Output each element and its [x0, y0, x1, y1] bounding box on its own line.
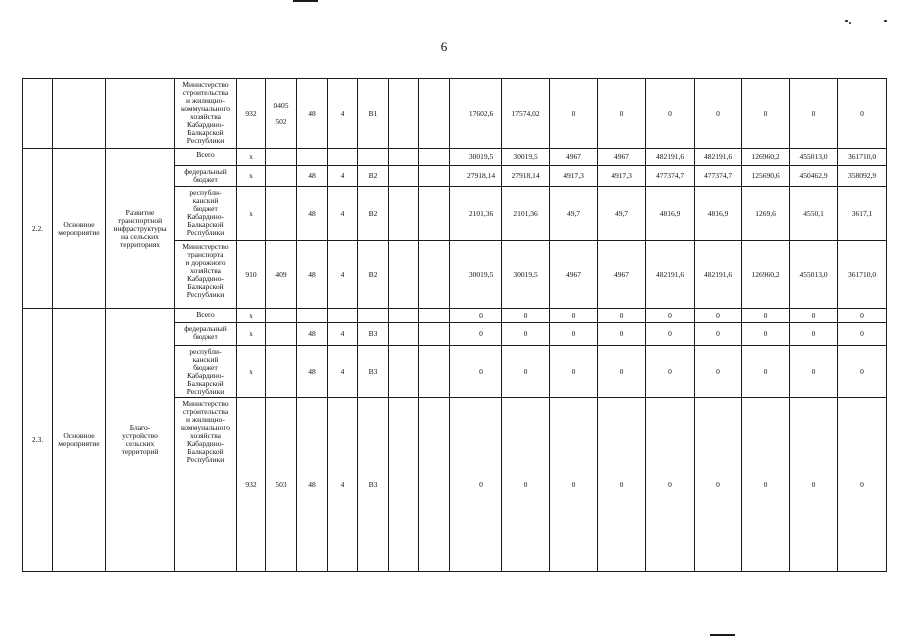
value-cell: 4967	[550, 241, 598, 309]
code-cell: 4	[328, 79, 358, 149]
value-cell: 482191,6	[695, 241, 742, 309]
code-cell	[389, 149, 419, 166]
budget-table	[22, 78, 887, 572]
value-cell: 0	[450, 323, 502, 346]
code-cell	[266, 149, 297, 166]
value-cell: 0	[646, 346, 695, 398]
code-cell: х	[237, 149, 266, 166]
code-cell: х	[237, 346, 266, 398]
code-cell: 503	[266, 398, 297, 572]
value-cell: 0	[450, 346, 502, 398]
measure-name: Развитие транспортной инфраструктуры на сельских территориях	[106, 149, 175, 309]
code-cell	[266, 346, 297, 398]
value-cell: 482191,6	[695, 149, 742, 166]
measure-type: Основное мероприятие	[53, 309, 106, 572]
value-cell: 30019,5	[502, 241, 550, 309]
value-cell: 126960,2	[742, 149, 790, 166]
value-cell: 4816,9	[646, 187, 695, 241]
value-cell: 0	[450, 398, 502, 572]
funding-source-label: Всего	[175, 309, 237, 323]
measure-number: 2.2.	[23, 149, 53, 309]
value-cell: 0	[598, 346, 646, 398]
measure-number: 2.3.	[23, 309, 53, 572]
value-cell: 3617,1	[838, 187, 887, 241]
value-cell: 482191,6	[646, 241, 695, 309]
value-cell: 30019,5	[450, 149, 502, 166]
code-cell: 48	[297, 241, 328, 309]
code-cell	[419, 346, 450, 398]
value-cell: 0	[598, 323, 646, 346]
measure-name: Благо- устройство сельских территорий	[106, 309, 175, 572]
value-cell: 4816,9	[695, 187, 742, 241]
code-cell: 932	[237, 398, 266, 572]
value-cell: 1269,6	[742, 187, 790, 241]
code-cell	[419, 398, 450, 572]
code-cell: х	[237, 166, 266, 187]
value-cell: 4550,1	[790, 187, 838, 241]
code-cell: 4	[328, 166, 358, 187]
value-cell: 49,7	[550, 187, 598, 241]
funding-source-label: республи- канский бюджет Кабардино- Балкарской Республики	[175, 187, 237, 241]
value-cell: 0	[550, 323, 598, 346]
value-cell: 0	[742, 309, 790, 323]
code-cell: 48	[297, 323, 328, 346]
value-cell: 30019,5	[450, 241, 502, 309]
value-cell: 0	[646, 309, 695, 323]
value-cell: 4917,3	[550, 166, 598, 187]
value-cell: 0	[838, 79, 887, 149]
value-cell: 49,7	[598, 187, 646, 241]
code-cell	[389, 187, 419, 241]
code-cell	[389, 166, 419, 187]
code-cell: 4	[328, 398, 358, 572]
value-cell: 30019,5	[502, 149, 550, 166]
value-cell: 477374,7	[646, 166, 695, 187]
value-cell: 0	[695, 346, 742, 398]
value-cell: 0	[598, 398, 646, 572]
funding-source-label: федеральный бюджет	[175, 166, 237, 187]
value-cell: 0	[695, 398, 742, 572]
value-cell: 0	[502, 309, 550, 323]
value-cell: 0	[550, 346, 598, 398]
value-cell: 0	[646, 79, 695, 149]
code-cell	[419, 309, 450, 323]
code-cell: х	[237, 309, 266, 323]
code-cell: В3	[358, 323, 389, 346]
value-cell: 17602,6	[450, 79, 502, 149]
value-cell: 0	[646, 398, 695, 572]
measure-name	[106, 79, 175, 149]
value-cell: 455013,0	[790, 149, 838, 166]
value-cell: 4917,3	[598, 166, 646, 187]
value-cell: 0	[502, 323, 550, 346]
scan-speck	[884, 20, 887, 22]
code-cell	[419, 241, 450, 309]
value-cell: 0	[450, 309, 502, 323]
code-cell: х	[237, 323, 266, 346]
code-cell	[389, 398, 419, 572]
value-cell: 0	[790, 79, 838, 149]
code-cell: 48	[297, 187, 328, 241]
scan-edge-mark	[710, 634, 735, 636]
value-cell: 125690,6	[742, 166, 790, 187]
code-cell	[328, 149, 358, 166]
code-cell: 932	[237, 79, 266, 149]
code-cell	[266, 187, 297, 241]
code-cell	[266, 323, 297, 346]
value-cell: 0	[695, 79, 742, 149]
value-cell: 4967	[598, 241, 646, 309]
code-cell: х	[237, 187, 266, 241]
value-cell: 361710,0	[838, 241, 887, 309]
measure-type: Основное мероприятие	[53, 149, 106, 309]
value-cell: 450462,9	[790, 166, 838, 187]
code-cell	[419, 166, 450, 187]
code-cell: 910	[237, 241, 266, 309]
code-cell	[419, 149, 450, 166]
code-cell: 48	[297, 398, 328, 572]
measure-type	[53, 79, 106, 149]
funding-source-label: Министерство строительства и жилищно- коммунального хозяйства Кабардино- Балкарской Республики	[175, 79, 237, 149]
measure-number	[23, 79, 53, 149]
code-cell: 4	[328, 323, 358, 346]
code-cell: 4	[328, 346, 358, 398]
code-cell	[419, 79, 450, 149]
value-cell: 0	[790, 323, 838, 346]
value-cell: 0	[550, 309, 598, 323]
code-cell	[266, 166, 297, 187]
value-cell: 4967	[598, 149, 646, 166]
value-cell: 126960,2	[742, 241, 790, 309]
value-cell: 0	[502, 346, 550, 398]
scan-edge-mark	[293, 0, 318, 2]
funding-source-label: Министерство строительства и жилищно- коммунального хозяйства Кабардино- Балкарской Республики	[175, 398, 237, 572]
value-cell: 27918,14	[450, 166, 502, 187]
code-cell: В3	[358, 398, 389, 572]
value-cell: 0	[695, 323, 742, 346]
value-cell: 27918,14	[502, 166, 550, 187]
value-cell: 0	[790, 309, 838, 323]
value-cell: 0	[646, 323, 695, 346]
value-cell: 0	[790, 346, 838, 398]
scan-speck	[845, 20, 848, 22]
code-cell: В2	[358, 241, 389, 309]
code-cell: В3	[358, 346, 389, 398]
funding-source-label: Всего	[175, 149, 237, 166]
scan-speck	[849, 22, 851, 24]
code-cell: 48	[297, 346, 328, 398]
code-cell	[266, 309, 297, 323]
code-cell	[297, 309, 328, 323]
value-cell: 0	[742, 398, 790, 572]
code-cell: В2	[358, 187, 389, 241]
code-cell	[389, 323, 419, 346]
funding-source-label: республи- канский бюджет Кабардино- Балкарской Республики	[175, 346, 237, 398]
code-cell	[297, 149, 328, 166]
code-cell	[419, 187, 450, 241]
code-cell	[389, 346, 419, 398]
funding-source-label: федеральный бюджет	[175, 323, 237, 346]
value-cell: 358092,9	[838, 166, 887, 187]
code-cell: В1	[358, 79, 389, 149]
value-cell: 0	[695, 309, 742, 323]
code-cell	[389, 241, 419, 309]
code-cell: 4	[328, 241, 358, 309]
value-cell: 0	[838, 309, 887, 323]
value-cell: 2101,36	[502, 187, 550, 241]
code-cell	[358, 309, 389, 323]
value-cell: 0	[598, 79, 646, 149]
value-cell: 0	[502, 398, 550, 572]
value-cell: 2101,36	[450, 187, 502, 241]
value-cell: 17574,02	[502, 79, 550, 149]
code-cell: 4	[328, 187, 358, 241]
value-cell: 482191,6	[646, 149, 695, 166]
value-cell: 4967	[550, 149, 598, 166]
value-cell: 0	[598, 309, 646, 323]
value-cell: 455013,0	[790, 241, 838, 309]
value-cell: 0	[550, 79, 598, 149]
value-cell: 0	[838, 323, 887, 346]
value-cell: 0	[790, 398, 838, 572]
code-cell: В2	[358, 166, 389, 187]
code-cell	[389, 79, 419, 149]
code-cell	[358, 149, 389, 166]
funding-source-label: Министерство транспорта и дорожного хозяйства Кабардино- Балкарской Республики	[175, 241, 237, 309]
value-cell: 0	[742, 323, 790, 346]
value-cell: 0	[742, 346, 790, 398]
value-cell: 477374,7	[695, 166, 742, 187]
code-cell: 48	[297, 79, 328, 149]
code-cell	[419, 323, 450, 346]
value-cell: 0	[838, 398, 887, 572]
page-number: 6	[440, 39, 448, 54]
code-cell: 0405 502	[266, 79, 297, 149]
value-cell: 0	[838, 346, 887, 398]
value-cell: 0	[550, 398, 598, 572]
code-cell	[389, 309, 419, 323]
code-cell: 48	[297, 166, 328, 187]
code-cell: 409	[266, 241, 297, 309]
value-cell: 0	[742, 79, 790, 149]
code-cell	[328, 309, 358, 323]
value-cell: 361710,0	[838, 149, 887, 166]
